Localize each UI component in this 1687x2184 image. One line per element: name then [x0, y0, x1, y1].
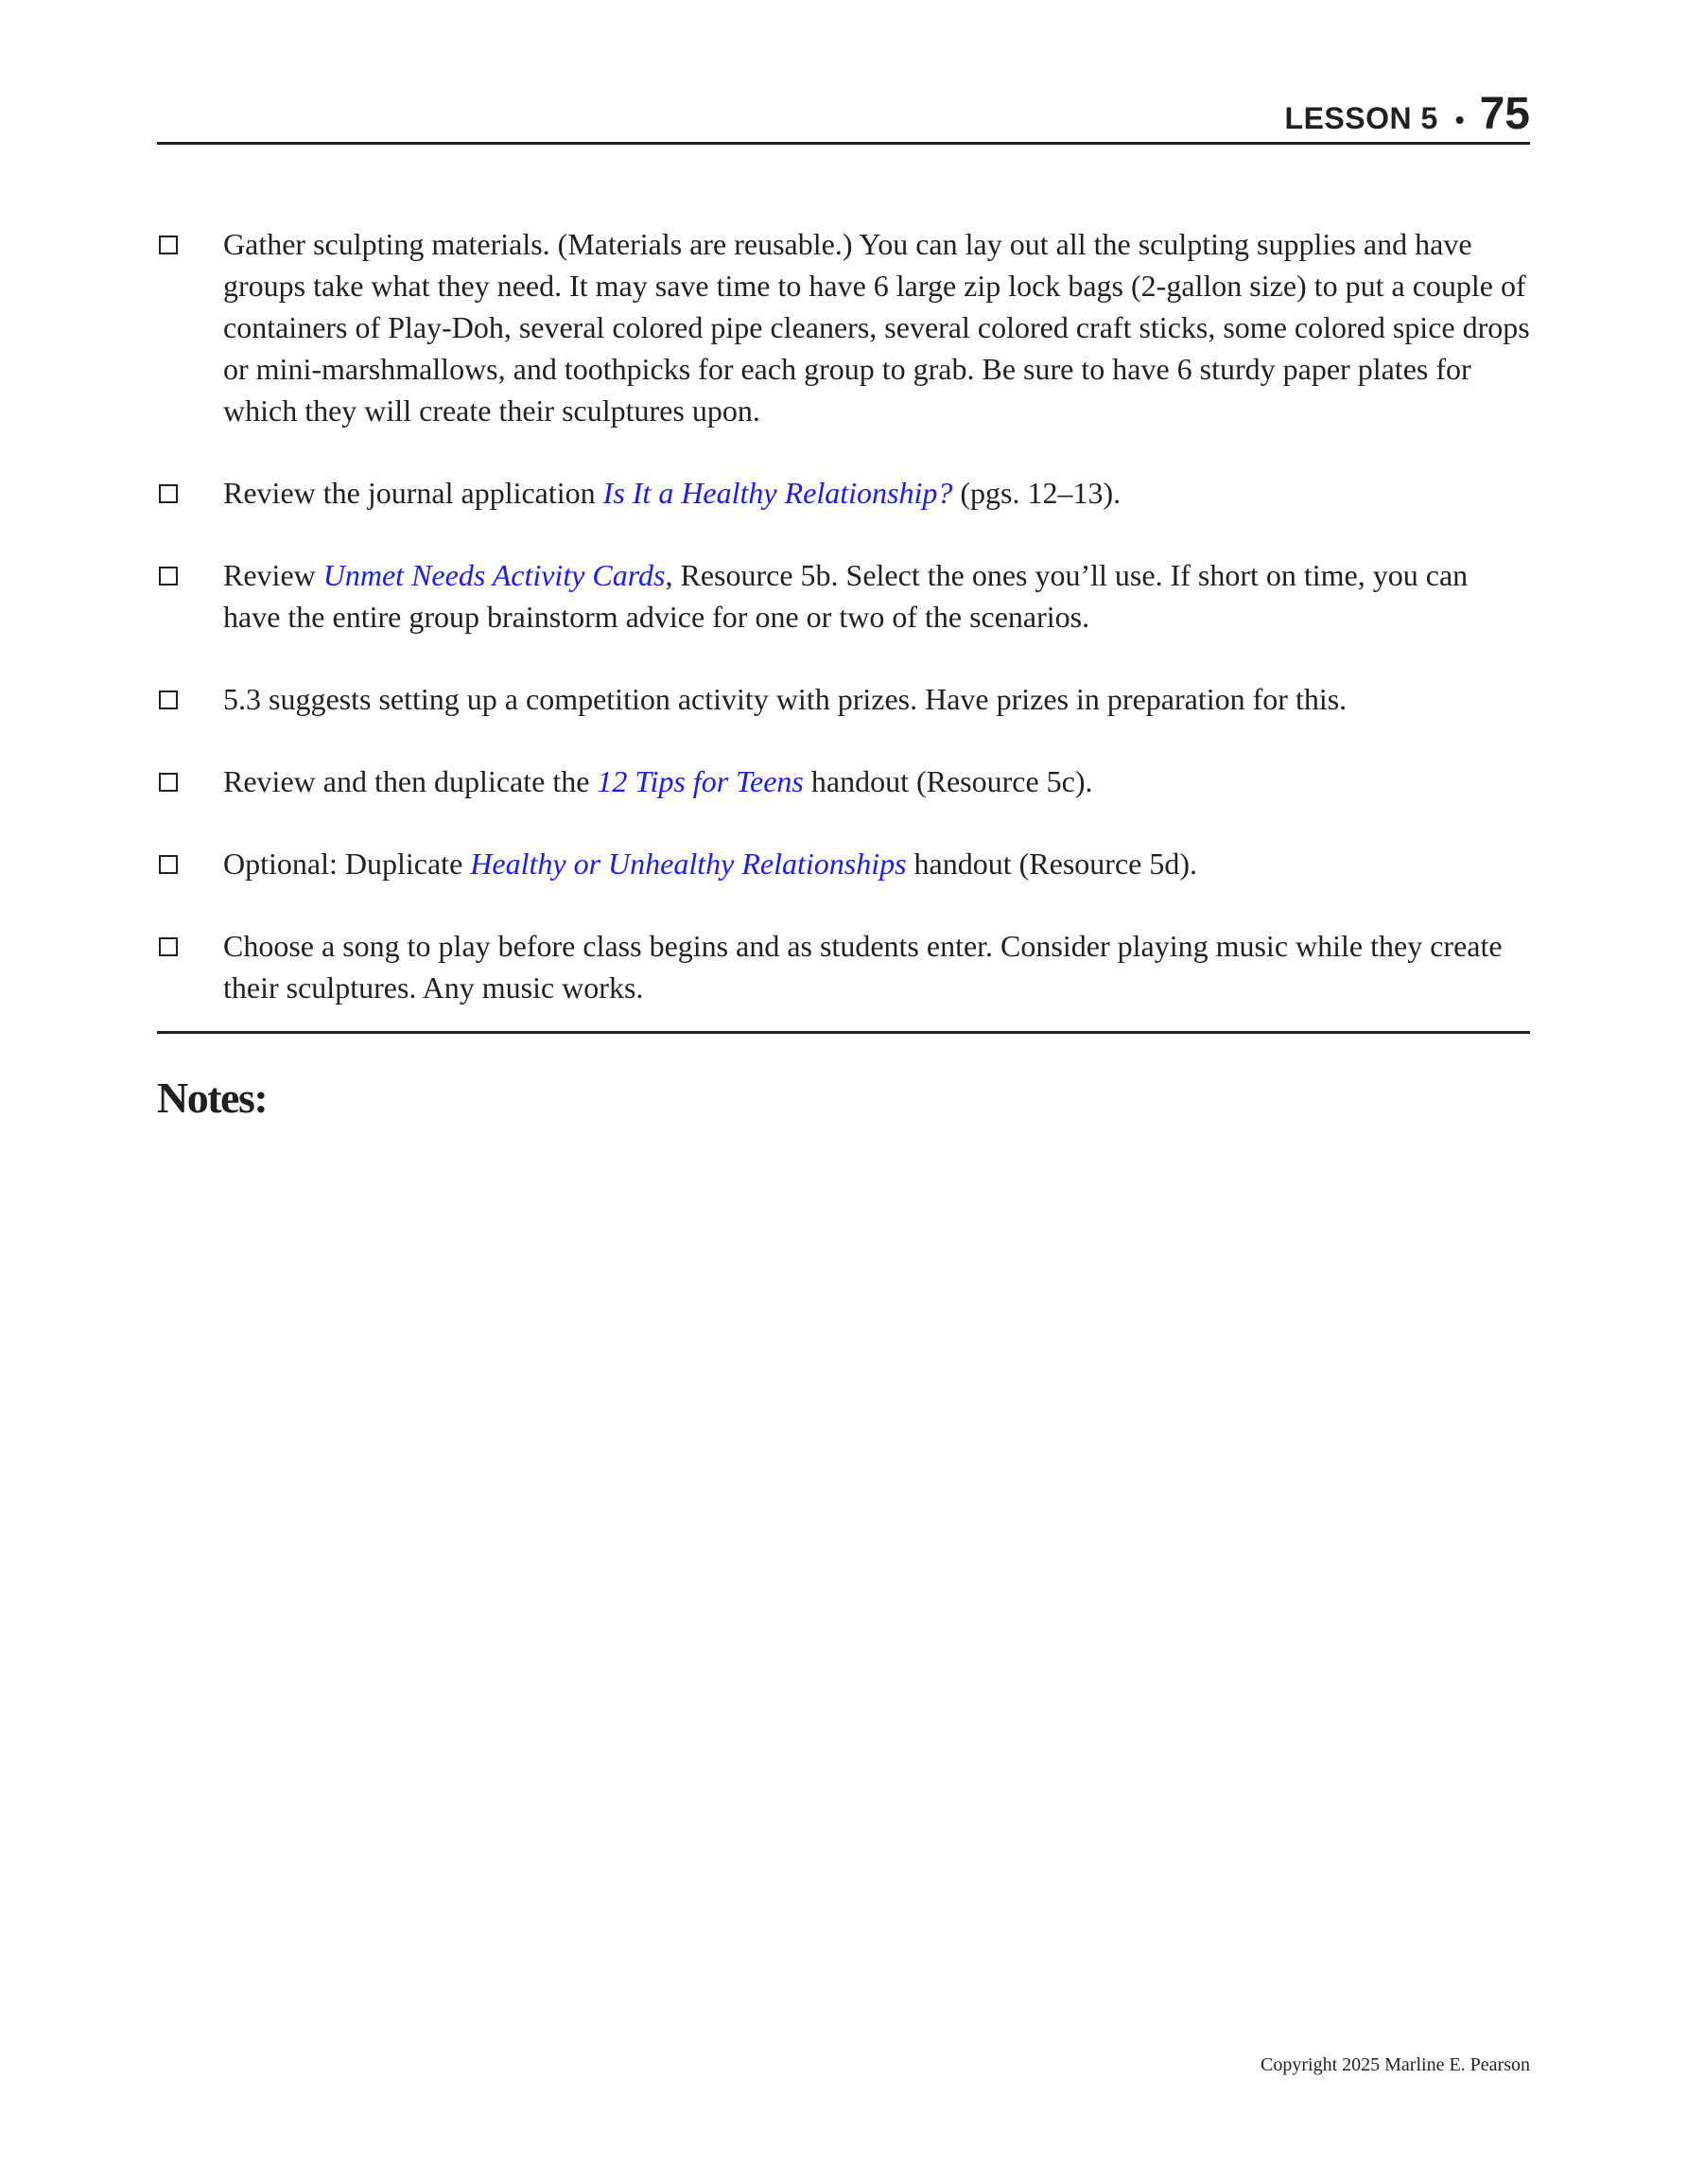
checkbox-icon[interactable]	[159, 236, 178, 254]
checklist-item	[157, 223, 1530, 431]
section-divider	[157, 1031, 1530, 1034]
checklist-item	[157, 554, 1530, 638]
checklist-item	[157, 760, 1530, 802]
checklist-item	[157, 843, 1530, 884]
link-unmet-needs-activity-cards[interactable]: Unmet Needs Activity Cards	[322, 558, 666, 592]
item-text: handout (Resource 5c).	[803, 764, 1093, 798]
copyright-notice: Copyright 2025 Marline E. Pearson	[1261, 2054, 1530, 2075]
item-text: Review and then duplicate the	[223, 764, 598, 798]
preparation-checklist	[157, 223, 1530, 1049]
checkbox-icon[interactable]	[159, 690, 178, 709]
link-healthy-or-unhealthy-relationships[interactable]: Healthy or Unhealthy Relationships	[470, 847, 907, 881]
link-12-tips-for-teens[interactable]: 12 Tips for Teens	[597, 764, 804, 798]
checkbox-icon[interactable]	[159, 484, 178, 503]
item-text: 5.3 suggests setting up a competition activity with prizes. Have prizes in preparation for this.	[223, 682, 1348, 716]
item-text: (pgs. 12–13).	[952, 476, 1122, 510]
notes-heading: Notes:	[157, 1074, 268, 1122]
item-text: , Resource 5b. Select the ones you’ll use. If short on time, you can have the entire group brainstorm advice for one or two of the scenarios.	[223, 558, 1469, 634]
checkbox-icon[interactable]	[159, 773, 178, 792]
checkbox-icon[interactable]	[159, 567, 178, 585]
header-separator: •	[1454, 105, 1465, 134]
journal-link-is-it-a-healthy-relationship[interactable]: Is It a Healthy Relationship?	[602, 476, 953, 510]
checklist-item	[157, 472, 1530, 514]
checkbox-icon[interactable]	[159, 937, 178, 956]
checklist-item	[157, 678, 1530, 720]
item-text: Choose a song to play before class begins and as students enter. Consider playing music while they create their sculptures. Any music works.	[223, 929, 1503, 1005]
page-header	[157, 91, 1530, 145]
checklist-item	[157, 925, 1530, 1008]
item-text: Review	[223, 558, 323, 592]
page-number: 75	[1479, 89, 1530, 139]
item-text: Optional: Duplicate	[223, 847, 471, 881]
checkbox-icon[interactable]	[159, 855, 178, 874]
item-text: Gather sculpting materials. (Materials are reusable.) You can lay out all the sculpting supplies and have groups take what they need. It may save time to have 6 large zip lock bags (2-gallon size) to put a couple of containers of Play-Doh, several colored pipe cleaners, several colored craft sticks, some colored spice drops or mini-marshmallows, and toothpicks for each group to grab. Be sure to have 6 sturdy paper plates for which they will create their sculptures upon.	[223, 227, 1530, 428]
item-text: Review the journal application	[223, 476, 603, 510]
item-text: handout (Resource 5d).	[906, 847, 1197, 881]
lesson-label: LESSON 5	[1284, 101, 1438, 135]
running-head	[1285, 88, 1530, 140]
